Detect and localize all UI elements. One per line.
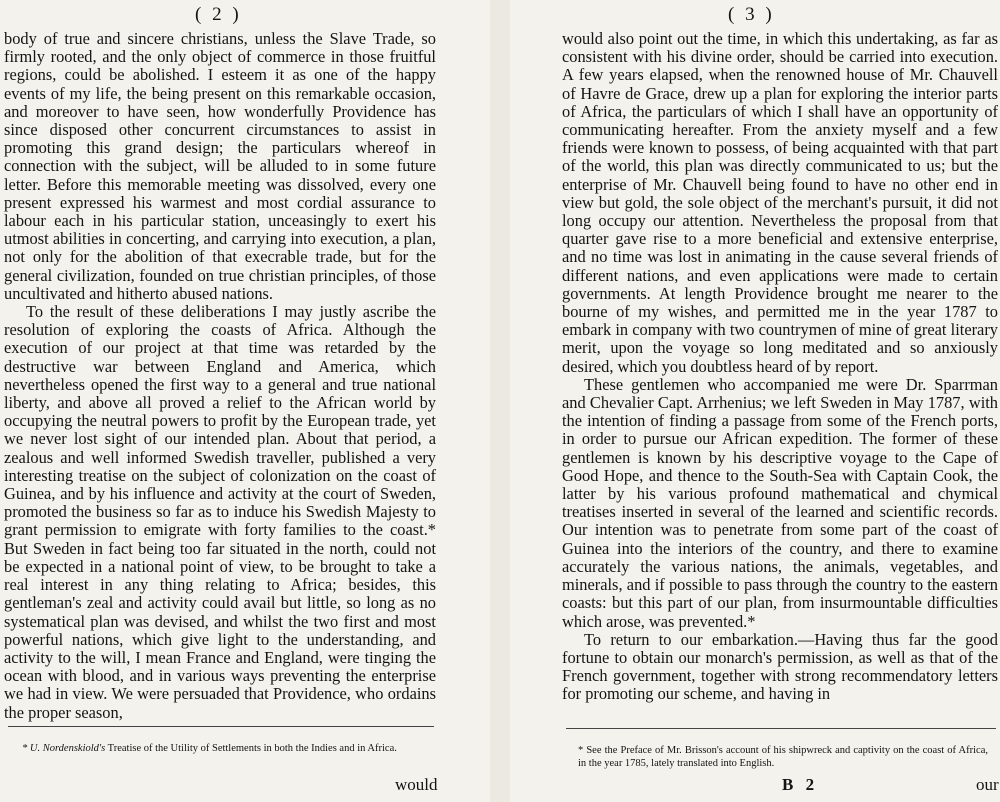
left-page-number: ( 2 ) xyxy=(195,4,242,25)
right-page xyxy=(510,0,1000,802)
right-paragraph-3: To return to our embarkation.—Having thus far the good fortune to obtain our monarch's permission, as well as that of the French government, together with strong recommendatory letters for promoting our scheme, and having in xyxy=(562,629,998,704)
left-footnote-text: Treatise of the Utility of Settlements in both the Indies and in Africa. xyxy=(105,743,397,754)
left-footnote xyxy=(22,742,434,755)
left-paragraph-2: To the result of these deliberations I may justly ascribe the resolution of exploring the coasts of Africa. Although the execution of our project at that time was retarded by the destructive war between England and America, which nevertheless opened the first way to a general and true national liberty, and above all proved a relief to the African world by occupying the neutral powers to profit by the European trade, yet we never lost sight of our intended plan. About that period, a zealous and well informed Swedish traveller, published a very interesting treatise on the subject of colonization on the coast of Guinea, and by his influence and activity at the court of Sweden, promoted the business so far as to induce his Swedish Majesty to grant permission to emigrate with forty families to the coast.* But Sweden in fact being too far situated in the north, could not be expected in a national point of view, to be brought to take a real interest in any thing relating to Africa; besides, this gentleman's zeal and activity could avail but little, so long as no systematical plan was devised, and whilst the two first and most powerful nations, which give light to the understanding, and activity to the will, I mean France and England, were tinging the ocean with blood, and in various ways preventing the enterprise we had in view. We were persuaded that Providence, who ordains the proper season, xyxy=(4,302,436,722)
signature-mark: B 2 xyxy=(782,775,819,794)
right-footnote-rule xyxy=(566,728,996,729)
right-catchword: our xyxy=(976,775,999,794)
left-page-body xyxy=(4,30,436,722)
right-page-body xyxy=(562,30,998,704)
right-paragraph-2: These gentlemen who accompanied me were Dr. Sparrman and Chevalier Capt. Arrhenius; we left Sweden in May 1787, with the intention of finding a passage from some of the French ports, in order to pursue our African expedition. The former of these gentlemen is known by his descriptive voyage to the Cape of Good Hope, and thence to the South-Sea with Captain Cook, the latter by his various profound mathematical and chymical treatises inserted in several of the learned and scientific records. Our intention was to penetrate from some part of the coast of Guinea into the interiors of the country, and there to examine accurately the various nations, the animals, vegetables, and minerals, and if possible to pass through the country to the eastern coasts: but this part of our plan, from insurmountable difficulties which arose, was prevented.* xyxy=(562,374,998,631)
left-footnote-author: * U. Nordenskiold's xyxy=(22,743,106,754)
right-page-number: ( 3 ) xyxy=(728,4,775,25)
right-footnote: * See the Preface of Mr. Brisson's account of his shipwreck and captivity on the coast of Africa, in the year 1785, lately translated into English. xyxy=(578,745,988,769)
right-paragraph-1: would also point out the time, in which this undertaking, as far as consistent with his divine order, should be carried into execution. A few years elapsed, when the renowned house of Mr. Chauvell of Havre de Grace, drew up a plan for exploring the interior parts of Africa, the particulars of which I shall have an opportunity of communicating hereafter. From the anxiety myself and a few friends were known to possess, of being acquainted with that part of the world, this plan was directly communicated to us; but the enterprise of Mr. Chauvell being found to have no other end in view but gold, the sole object of the merchant's pursuit, it did not long occupy our attention. Nevertheless the proposal from that quarter gave rise to a more beneficial and extensive enterprise, and no time was lost in animating in the cause several friends of different nations, and even applications were made to certain governments. At length Providence brought me nearer to the bourne of my wishes, and permitted me in the year 1787 to embark in company with two countrymen of mine of great literary merit, upon the voyage so long meditated and so anxiously desired, which you doubtless heard of by report. xyxy=(562,29,998,376)
left-footnote-rule xyxy=(8,726,434,727)
left-page xyxy=(0,0,490,802)
left-catchword: would xyxy=(395,775,438,794)
book-gutter xyxy=(490,0,510,802)
left-paragraph-1: body of true and sincere christians, unless the Slave Trade, so firmly rooted, and the only object of commerce in those fruitful regions, could be abolished. I esteem it as one of the happy events of my life, the being present on this remarkable occasion, and moreover to have seen, how wonderfully Providence has since disposed other concurrent circumstances to assist in promoting this grand design; the particulars whereof in connection with the subject, will be alluded to in some future letter. Before this memorable meeting was dissolved, every one present expressed his warmest and most cordial assurance to labour each in his particular station, unceasingly to exert his utmost abilities in concerting, and carrying into execution, a plan, not only for the abolition of that execrable trade, but for the general civilization, founded on true christian principles, of those uncultivated and hitherto abused nations. xyxy=(4,29,436,303)
